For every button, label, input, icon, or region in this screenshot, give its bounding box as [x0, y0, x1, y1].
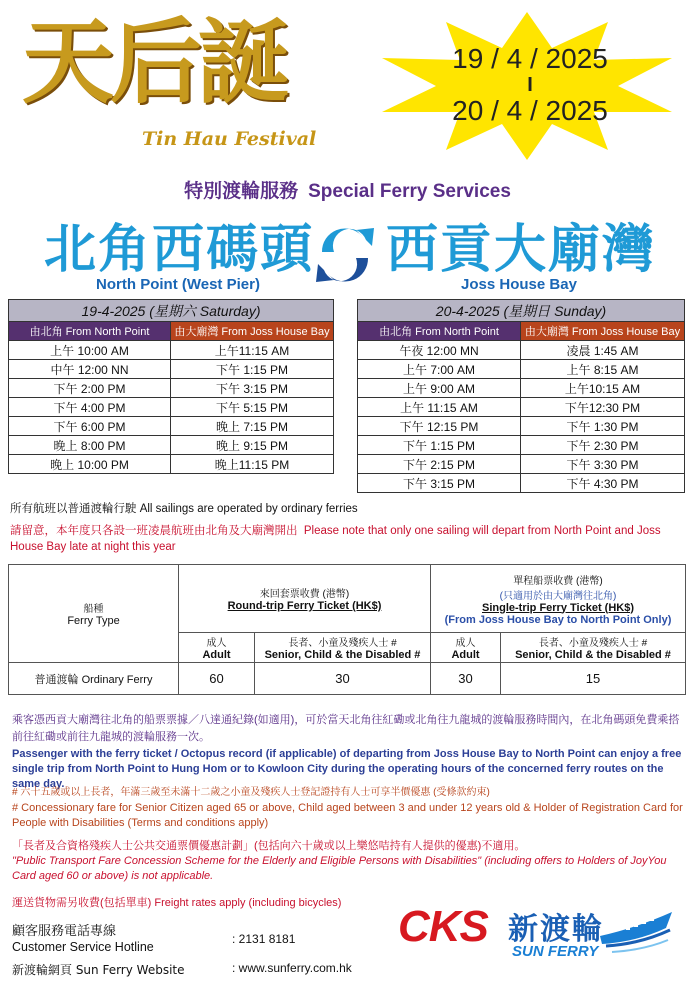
round-trip-header-zh: 來回套票收費 (港幣): [259, 589, 350, 600]
table-row: [358, 379, 685, 398]
departure-time: 中午 12:00 NN: [9, 360, 171, 379]
departure-time: 晚上 10:00 PM: [9, 455, 171, 474]
round-trip-header-en: Round-trip Ferry Ticket (HK$): [227, 600, 382, 612]
route-destination-en: Joss House Bay: [461, 276, 577, 293]
table-row: [358, 436, 685, 455]
departure-time: 上午 11:15 AM: [358, 398, 521, 417]
departure-time: 下午 1:30 PM: [521, 417, 685, 436]
service-title: [0, 176, 695, 203]
single-trip-subheader-zh: (只適用於由大廟灣往北角): [499, 590, 617, 602]
hotline-number[interactable]: : 2131 8181: [232, 932, 296, 946]
late-sailing-note: [10, 523, 690, 555]
ferry-type-header: [9, 565, 179, 663]
departure-time: 晚上11:15 PM: [171, 455, 334, 474]
ferry-ship-icon: [596, 906, 674, 956]
timetable-day-header: 19-4-2025 (星期六 Saturday): [9, 300, 334, 322]
departure-time: 下午 2:30 PM: [521, 436, 685, 455]
departure-time: 上午10:15 AM: [521, 379, 685, 398]
departure-time: 下午 1:15 PM: [358, 436, 521, 455]
table-row: [9, 663, 686, 695]
table-row: [358, 417, 685, 436]
table-row: [358, 360, 685, 379]
route-destination-zh: 西貢大廟灣: [386, 220, 657, 280]
single-trip-subheader-en: (From Joss House Bay to North Point Only): [444, 613, 672, 626]
departure-time: 下午 1:15 PM: [171, 360, 334, 379]
departure-time: 上午 8:15 AM: [521, 360, 685, 379]
departure-time: 下午 12:15 PM: [358, 417, 521, 436]
departure-time: 上午 7:00 AM: [358, 360, 521, 379]
column-header-from-north-point: 由北角 From North Point: [358, 322, 521, 341]
table-row: [358, 455, 685, 474]
sun-ferry-logo-zh: 新渡輪: [508, 912, 604, 947]
service-title-zh: 特別渡輪服務: [184, 180, 299, 202]
departure-time: 下午 3:30 PM: [521, 455, 685, 474]
departure-time: 下午 4:00 PM: [9, 398, 171, 417]
departure-time: 晚上 7:15 PM: [171, 417, 334, 436]
departure-time: 下午 4:30 PM: [521, 474, 685, 493]
route-origin-zh: 北角西碼頭: [44, 220, 315, 280]
departure-time: 下午 6:00 PM: [9, 417, 171, 436]
freight-note: 運送貨物需另收費(包括單車) Freight rates apply (including bicycles): [12, 897, 342, 909]
table-row: [9, 417, 334, 436]
table-row: [358, 398, 685, 417]
date-separator: I: [527, 74, 533, 96]
departure-time: 下午 5:15 PM: [171, 398, 334, 417]
fare-round-adult: 60: [179, 663, 255, 695]
single-trip-header-zh: 單程船票收費 (港幣): [513, 575, 603, 587]
ferry-type-header-en: Ferry Type: [67, 615, 120, 627]
column-header-from-north-point: 由北角 From North Point: [9, 322, 171, 341]
table-row: [358, 341, 685, 360]
fare-round-senior: 30: [255, 663, 431, 695]
scheme-note-en: "Public Transport Fare Concession Scheme for the Elderly and Eligible Persons with Disabilities" (including offers to Holders of JoyYou Card aged 60 or above) is not applicable.: [12, 855, 667, 882]
departure-time: 凌晨 1:45 AM: [521, 341, 685, 360]
senior-header-en: Senior, Child & the Disabled #: [264, 649, 421, 661]
departure-time: 下午 2:15 PM: [358, 455, 521, 474]
senior-header: [255, 633, 431, 663]
ferry-type-cell: 普通渡輪 Ordinary Ferry: [9, 663, 179, 695]
adult-header-zh: 成人: [206, 638, 227, 649]
website-link[interactable]: : www.sunferry.com.hk: [232, 961, 352, 975]
route-origin-en: North Point (West Pier): [96, 276, 260, 293]
departure-time: 上午11:15 AM: [171, 341, 334, 360]
single-trip-header: [431, 565, 686, 633]
date-start: 19 / 4 / 2025: [452, 43, 608, 74]
column-header-from-joss-house-bay: 由大廟灣 From Joss House Bay: [171, 322, 334, 341]
single-trip-header-en: Single-trip Ferry Ticket (HK$): [482, 601, 634, 614]
table-row: [9, 436, 334, 455]
hotline-label-zh: 顧客服務電話專線: [12, 924, 117, 939]
departure-time: 下午 2:00 PM: [9, 379, 171, 398]
adult-header-en: Adult: [202, 649, 231, 661]
table-row: [9, 455, 334, 474]
departure-time: 上午 10:00 AM: [9, 341, 171, 360]
departure-time: 下午 3:15 PM: [358, 474, 521, 493]
senior-header-zh: 長者、小童及殘疾人士 #: [288, 638, 397, 649]
hotline-label-en: Customer Service Hotline: [12, 940, 154, 954]
concession-note-en: # Concessionary fare for Senior Citizen aged 65 or above, Child aged between 3 and under 12 years old & Holder of Registration Card for People with Disabilities (Terms and conditions apply): [12, 802, 683, 829]
adult-header-en: Adult: [451, 649, 480, 661]
ferry-type-header-zh: 船種: [83, 604, 104, 615]
timetable-sunday: [357, 299, 685, 493]
cks-logo: CKS: [398, 902, 488, 951]
free-transfer-note-zh: 乘客憑西貢大廟灣往北角的船票票據／八達通紀錄(如適用)，可於當天北角往紅磡或北角往九龍城的渡輪服務時間內，在北角碼頭免費乘搭前往紅磡或前往九龍城的渡輪服務一次。: [12, 714, 680, 743]
table-row: [9, 341, 334, 360]
column-header-from-joss-house-bay: 由大廟灣 From Joss House Bay: [521, 322, 685, 341]
round-trip-header: [179, 565, 431, 633]
service-title-en: Special Ferry Services: [308, 181, 511, 202]
departure-time: 晚上 8:00 PM: [9, 436, 171, 455]
timetable-saturday: [8, 299, 334, 474]
round-trip-arrows-icon: [312, 222, 378, 288]
timetable-day-header: 20-4-2025 (星期日 Sunday): [358, 300, 685, 322]
website-label: 新渡輪網頁 Sun Ferry Website: [12, 963, 185, 977]
departure-time: 上午 9:00 AM: [358, 379, 521, 398]
free-transfer-note-en: Passenger with the ferry ticket / Octopus record (if applicable) of departing from Joss House Bay to North Point can enjoy a free single trip from North Point to Hung Hom or to Kowloon City during the operating hours of the concerned ferry routes on the same day.: [12, 748, 682, 790]
senior-header-en: Senior, Child & the Disabled #: [515, 649, 671, 661]
concession-note-zh: # 六十五歲或以上長者，年滿三歲至未滿十二歲之小童及殘疾人士登記證持有人士可享半價優惠 (受條款約束): [12, 787, 490, 798]
senior-header-zh: 長者、小童及殘疾人士 #: [538, 638, 648, 649]
fare-single-senior: 15: [501, 663, 686, 695]
fare-table: [8, 564, 686, 695]
adult-header: [431, 633, 501, 663]
fare-single-adult: 30: [431, 663, 501, 695]
departure-time: 下午 3:15 PM: [171, 379, 334, 398]
scheme-note-zh: 「長者及合資格殘疾人士公共交通票價優惠計劃」(包括向六十歲或以上樂悠咭持有人提供的優惠)不適用。: [12, 840, 526, 852]
table-row: [9, 379, 334, 398]
late-sailing-note-zh: 請留意，本年度只各設一班凌晨航班由北角及大廟灣開出: [10, 525, 298, 537]
festival-logo-english: Tin Hau Festival: [142, 128, 317, 150]
late-sailing-note-en: Please note that only one sailing will depart from North Point and Joss House Bay late at night this year: [10, 525, 661, 553]
departure-time: 晚上 9:15 PM: [171, 436, 334, 455]
table-row: [358, 474, 685, 493]
date-end: 20 / 4 / 2025: [452, 95, 608, 126]
departure-time: 午夜 12:00 MN: [358, 341, 521, 360]
table-row: [9, 360, 334, 379]
adult-header: [179, 633, 255, 663]
ordinary-ferry-note: 所有航班以普通渡輪行駛 All sailings are operated by ordinary ferries: [10, 503, 358, 515]
adult-header-zh: 成人: [455, 638, 476, 649]
sun-ferry-logo-en: SUN FERRY: [512, 943, 599, 960]
festival-logo: 天后誕: [22, 8, 287, 116]
senior-header: [501, 633, 686, 663]
table-row: [9, 398, 334, 417]
departure-time: 下午12:30 PM: [521, 398, 685, 417]
